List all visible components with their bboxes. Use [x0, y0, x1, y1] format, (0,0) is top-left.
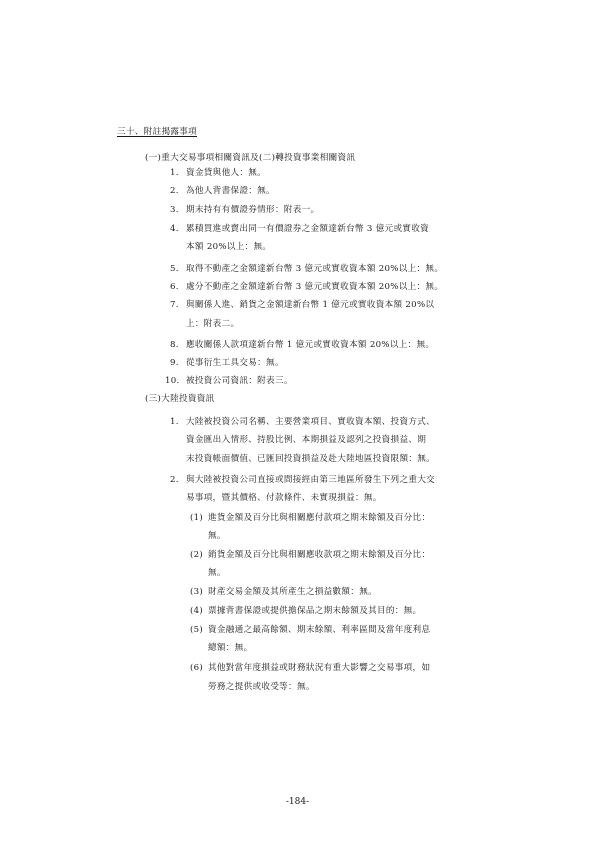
subitem-text: 無。 — [208, 531, 226, 541]
item-text: 為他人背書保證：無。 — [186, 186, 275, 196]
item-number: 7. — [170, 300, 179, 310]
item-text: 末投資帳面價值、已匯回投資損益及赴大陸地區投資限額：無。 — [186, 454, 436, 464]
item-text: 被投資公司資訊：附表三。 — [186, 376, 293, 386]
subitem-number: (1) — [190, 513, 204, 523]
subitem-text: 進貨金額及百分比與相關應付款項之期末餘額及百分比： — [208, 513, 431, 523]
subitem-text: 財產交易金額及其所產生之損益數額：無。 — [208, 587, 377, 597]
item-number: 8. — [170, 340, 179, 350]
item-number: 9. — [170, 358, 179, 368]
item-number: 4. — [170, 224, 179, 234]
item-number: 5. — [170, 264, 179, 274]
section-title: 三十、附註揭露事項 — [117, 127, 198, 137]
item-number: 10. — [165, 376, 180, 386]
item-text: 應收關係人款項達新台幣 1 億元或實收資本額 20%以上：無。 — [186, 340, 435, 350]
item-text: 資金貸與他人：無。 — [186, 168, 267, 178]
subitem-number: (3) — [190, 587, 204, 597]
subitem-text: 總額：無。 — [208, 643, 253, 653]
item-number: 3. — [170, 205, 179, 215]
item-number: 1. — [170, 168, 179, 178]
item-text: 累積買進或賣出同一有價證券之金額達新台幣 3 億元或實收資 — [186, 224, 430, 234]
item-text: 大陸被投資公司名稱、主要營業項目、實收資本額、投資方式、 — [186, 417, 436, 427]
subitem-text: 其他對當年度損益或財務狀況有重大影響之交易事項，如 — [208, 663, 431, 673]
item-text: 易事項，暨其價格、付款條件、未實現損益：無。 — [186, 493, 382, 503]
item-text: 與大陸被投資公司直接或間接經由第三地區所發生下列之重大交 — [186, 475, 436, 485]
subitem-text: 票據背書保證或提供擔保品之期末餘額及其目的：無。 — [208, 606, 422, 616]
item-text: 資金匯出入情形、持股比例、本期損益及認列之投資損益、期 — [186, 435, 427, 445]
item-text: 上：附表二。 — [186, 319, 240, 329]
item-text: 處分不動產之金額達新台幣 3 億元或實收資本額 20%以上：無。 — [186, 282, 444, 292]
item-text: 與關係人進、銷貨之金額達新台幣 1 億元或實收資本額 20%以 — [186, 300, 435, 310]
subitem-text: 無。 — [208, 568, 226, 578]
item-text: 取得不動產之金額達新台幣 3 億元或實收資本額 20%以上：無。 — [186, 264, 444, 274]
item-number: 2. — [170, 475, 179, 485]
page-number: -184- — [285, 797, 310, 807]
item-text: 期末持有有價證券情形：附表一。 — [186, 205, 320, 215]
subitem-number: (5) — [190, 625, 204, 635]
item-number: 1. — [170, 417, 179, 427]
subitem-text: 勞務之提供或收受等：無。 — [208, 682, 315, 692]
subitem-text: 銷貨金額及百分比與相關應收款項之期末餘額及百分比： — [208, 550, 431, 560]
subitem-number: (6) — [190, 663, 204, 673]
item-text: 本額 20%以上：無。 — [186, 242, 272, 252]
subitem-number: (2) — [190, 550, 204, 560]
item-text: 從事衍生工具交易：無。 — [186, 358, 284, 368]
part-heading-1: (一)重大交易事項相關資訊及(二)轉投資事業相關資訊 — [145, 153, 356, 163]
item-number: 6. — [170, 282, 179, 292]
part-heading-3: (三)大陸投資資訊 — [145, 394, 215, 404]
item-number: 2. — [170, 186, 179, 196]
subitem-text: 資金融通之最高餘額、期末餘額、利率區間及當年度利息 — [208, 625, 431, 635]
subitem-number: (4) — [190, 606, 204, 616]
